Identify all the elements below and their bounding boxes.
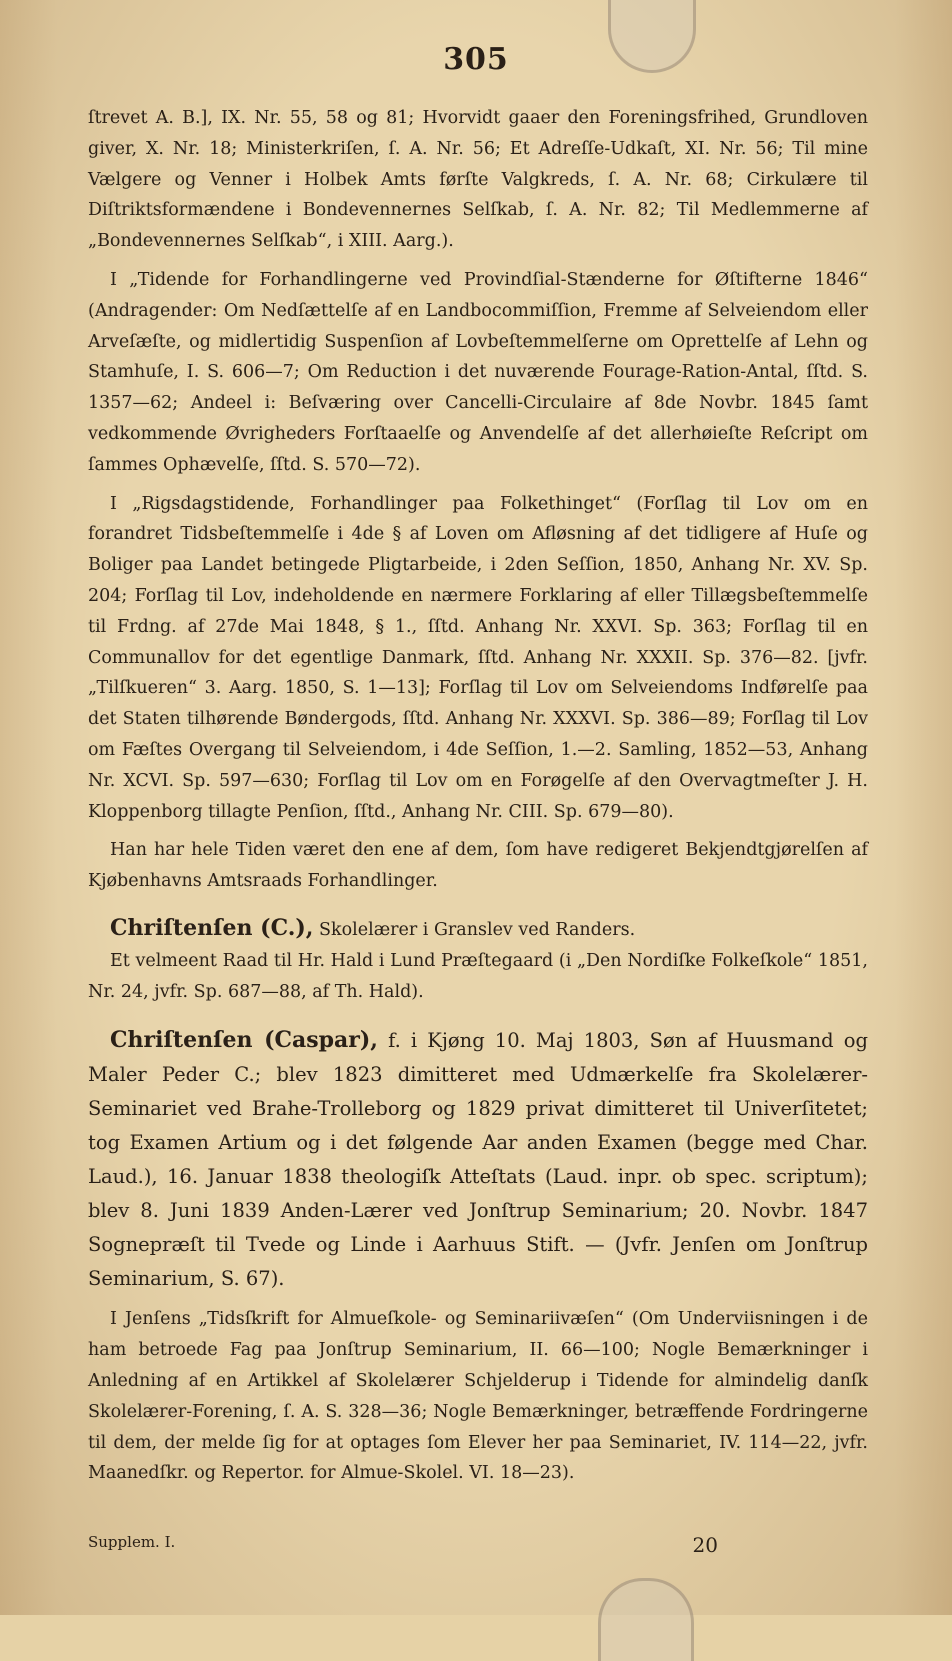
page-footer — [88, 1533, 868, 1557]
page-body — [88, 103, 868, 1489]
paragraph-editor-note: Han har hele Tiden været den ene af dem, ſom have redigeret Bekjendtgjørelſen af Kjøbenhavns Amtsraads Forhandlinger. — [88, 840, 868, 892]
entry-christensen-caspar — [88, 1023, 868, 1296]
thumb-shadow-bottom — [598, 1578, 694, 1661]
entry-note: I Jenſens „Tidsſkrift for Almueſkole- og Seminariivæſen“ (Om Underviisningen i de ham betroede Fag paa Jonſtrup Seminarium, II. 66—100; Nogle Bemærkninger i Anledning af en Artikkel af Skolelærer Schjelderup i Tidende for almindelig danſk Skolelærer-Forening, ſ. A. S. 328—36; Nogle Bemærkninger, betræffende Fordringerne til dem, der melde ſig for at optages ſom Elever her paa Seminariet, IV. 114—22, jvfr. Maanedſkr. og Repertor. for Almue-Skolel. VI. 18—23). — [88, 1309, 868, 1484]
entry-subtitle: Skolelærer i Granslev ved Randers. — [313, 919, 636, 940]
entry-text: Et velmeent Raad til Hr. Hald i Lund Præſtegaard (i „Den Nordiſke Folkeſkole“ 1851, Nr. 24, jvfr. Sp. 687—88, af Th. Hald). — [88, 950, 868, 1002]
paragraph-tidende: I „Tidende for Forhandlingerne ved Provindſial-Stænderne for Øſtifterne 1846“ (Andragender: Om Nedſættelſe af en Landbocommiſſion, Fremme af Selveiendom eller Arveſæſte, og midlertidig Suspenſion af Lovbeſtemmelſerne om Oprettelſe af Lehn og Stamhuſe, I. S. 606—7; Om Reduction i det nuværende Fourage-Ration-Antal, ſſtd. S. 1357—62; Andeel i: Beſværing over Cancelli-Circulaire af 8de Novbr. 1845 ſamt vedkommende Øvrigheders Forſtaaelſe og Anvendelſe af det allerhøieſte Reſcript om ſammes Ophævelſe, ſſtd. S. 570—72). — [88, 269, 868, 475]
paragraph-continuation: ſtrevet A. B.], IX. Nr. 55, 58 og 81; Hvorvidt gaaer den Foreningsfrihed, Grundloven giver, X. Nr. 18; Ministerkriſen, ſ. A. Nr. 56; Et Adreſſe-Udkaſt, XI. Nr. 56; Til mine Vælgere og Venner i Holbek Amts førſte Valgkreds, ſ. A. Nr. 68; Cirkulære til Diſtriktsformændene i Bondevennernes Selſkab, ſ. A. Nr. 82; Til Medlemmerne af „Bondevennernes Selſkab“, i XIII. Aarg.). — [88, 108, 868, 252]
entry-title: Chriſtenſen (C.), — [110, 914, 314, 941]
entry-biography: f. i Kjøng 10. Maj 1803, Søn af Huusmand og Maler Peder C.; blev 1823 dimitteret med Udmærkelſe fra Skolelærer-Seminariet ved Brahe-Trolleborg og 1829 privat dimitteret til Univerſitetet; tog Examen Artium og i det følgende Aar anden Examen (begge med Char. Laud.), 16. Januar 1838 theologiſk Atteſtats (Laud. inpr. ob spec. scriptum); blev 8. Juni 1839 Anden-Lærer ved Jonſtrup Seminarium; 20. Novbr. 1847 Sognepræſt til Tvede og Linde i Aarhuus Stift. — (Jvfr. Jenſen om Jonſtrup Seminarium, S. 67). — [88, 1029, 868, 1291]
signature-mark: Supplem. I. — [88, 1533, 176, 1551]
page-number: 305 — [443, 42, 509, 77]
entry-title: Chriſtenſen (Caspar), — [110, 1027, 378, 1054]
signature-number: 20 — [692, 1533, 718, 1557]
entry-christensen-c — [88, 913, 868, 946]
paragraph-rigsdagstidende: I „Rigsdagstidende, Forhandlinger paa Folkethinget“ (Forſlag til Lov om en forandret Tidsbeſtemmelſe i 4de § af Loven om Afløsning af det tidligere af Huſe og Boliger paa Landet betingede Pligtarbeide, i 2den Seſſion, 1850, Anhang Nr. XV. Sp. 204; Forſlag til Lov, indeholdende en nærmere Forklaring af eller Tillægsbeſtemmelſe til Frdng. af 27de Mai 1848, § 1., ſſtd. Anhang Nr. XXVI. Sp. 363; Forſlag til en Communallov for det egentlige Danmark, ſſtd. Anhang Nr. XXXII. Sp. 376—82. [jvfr. „Tilſkueren“ 3. Aarg. 1850, S. 1—13]; Forſlag til Lov om Selveiendoms Indførelſe paa det Staten tilhørende Bøndergods, ſſtd. Anhang Nr. XXXVI. Sp. 386—89; Forſlag til Lov om Fæſtes Overgang til Selveiendom, i 4de Seſſion, 1.—2. Samling, 1852—53, Anhang Nr. XCVI. Sp. 597—630; Forſlag til Lov om en Forøgelſe af den Overvagtmeſter J. H. Kloppenborg tillagte Penſion, ſſtd., Anhang Nr. CIII. Sp. 679—80). — [88, 493, 868, 822]
